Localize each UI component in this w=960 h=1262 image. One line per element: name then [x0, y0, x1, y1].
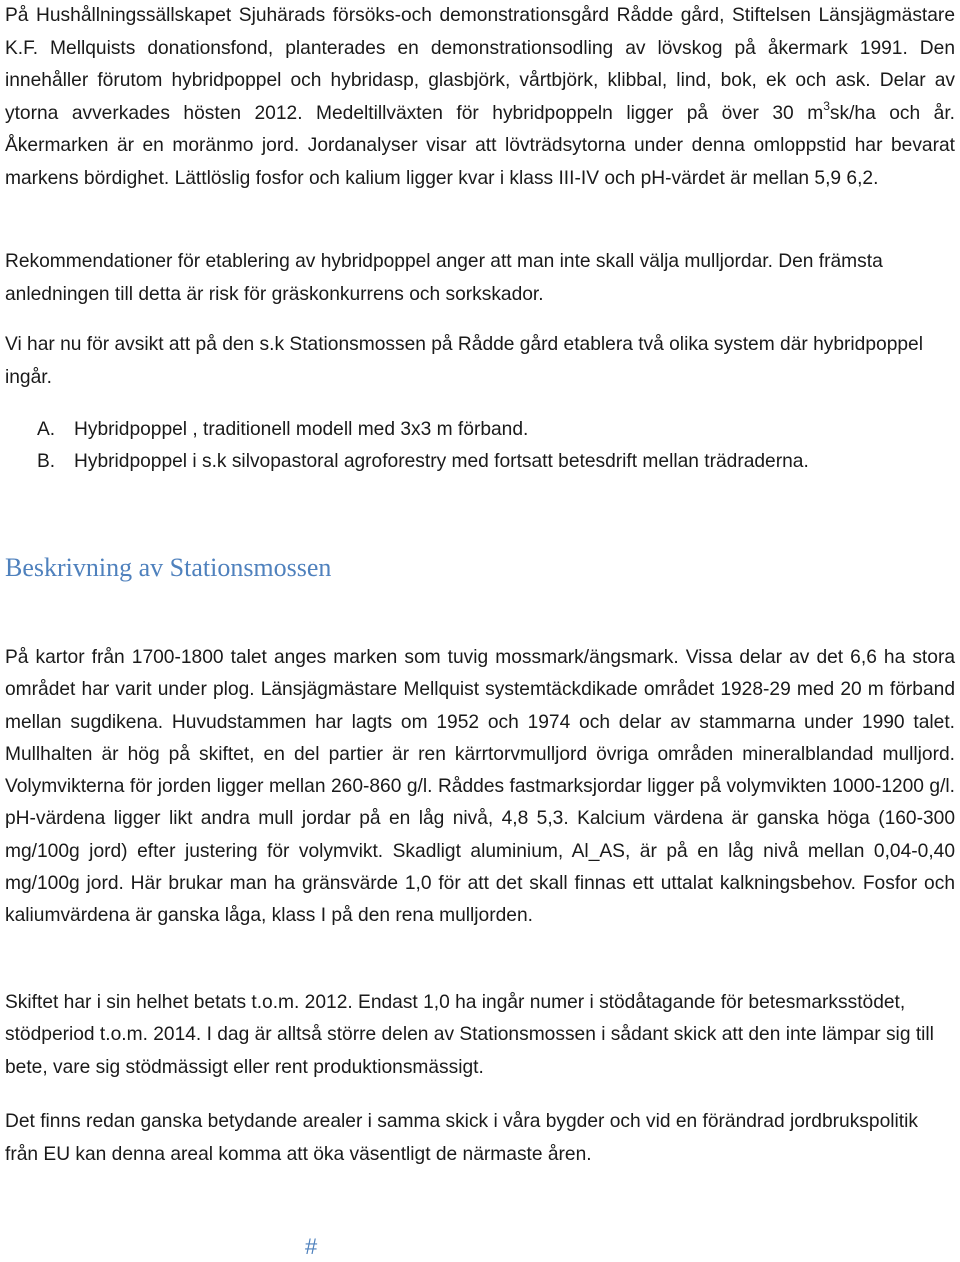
outlook-paragraph: Det finns redan ganska betydande arealer i samma skick i våra bygder och vid en förändrad jordbrukspolitik från EU kan denna areal komma att öka väsentligt de närmaste åren.: [5, 1111, 918, 1165]
description-paragraph: På kartor från 1700-1800 talet anges marken som tuvig mossmark/ängsmark. Vissa delar av det 6,6 ha stora området har varit under plog. Länsjägmästare Mellquist systemtäckdikade området 1928-29 med 20 m förband mellan sugdikena. Huvudstammen har lagts om 1952 och 1974 och delar av stammarna under 1990 talet. Mullhalten är hög på skiftet, en del partier är ren kärrtorvmulljord övriga områden mineralblandad mulljord. Volymvikterna för jorden ligger mellan 260-860 g/l. Råddes fastmarksjordar ligger på volymvikten 1000-1200 g/l. pH-värdena ligger likt andra mull jordar på en låg nivå, 4,8 5,3. Kalcium värdena är ganska höga (160-300 mg/100g jord) efter justering för volymvikt. Skadligt aluminium, Al_AS, är på en låg nivå mellan 0,04-0,40 mg/100g jord. Här brukar man ha gränsvärde 1,0 för att det skall finnas ett uttalat kalkningsbehov. Fosfor och kaliumvärdena är ganska låga, klass I på den rena mulljorden.: [5, 647, 955, 927]
intention-paragraph: Vi har nu för avsikt att på den s.k Stationsmossen på Rådde gård etablera två olika system där hybridpoppel ingår.: [5, 334, 923, 388]
list-marker: A.: [37, 419, 56, 440]
section-heading: Beskrivning av Stationsmossen: [5, 553, 332, 582]
list-item-text: Hybridpoppel i s.k silvopastoral agroforestry med fortsatt betesdrift mellan trädraderna.: [74, 451, 809, 472]
list-item: [5, 414, 955, 446]
list-item-text: Hybridpoppel , traditionell modell med 3x3 m förband.: [74, 419, 529, 440]
intro-paragraph: [5, 0, 955, 196]
intro-text-a: På Hushållningssällskapet Sjuhärads försöks-och demonstrationsgård Rådde gård, Stiftelsen Länsjägmästare K.F. Mellquists donationsfond, planterades en demonstrationsodling av lövskog på åkermark 1991. Den innehåller förutom hybridpoppel och hybridasp, glasbjörk, vårtbjörk, klibbal, lind, bok, ek och ask. Delar av ytorna avverkades hösten 2012. Medeltillväxten för hybridpoppeln ligger på över 30 m: [5, 5, 955, 124]
superscript-3: 3: [823, 98, 830, 113]
footer-hash-mark: #: [305, 1234, 318, 1259]
system-list: [5, 414, 955, 478]
recommendation-paragraph: Rekommendationer för etablering av hybridpoppel anger att man inte skall välja mulljordar. Den främsta anledningen till detta är risk för gräskonkurrens och sorkskador.: [5, 251, 883, 305]
list-item: [5, 446, 955, 478]
list-marker: B.: [37, 451, 56, 472]
intro-text-b: sk/ha och år. Åkermarken är en moränmo jord. Jordanalyser visar att lövträdsytorna under denna omloppstid har bevarat markens bördighet. Lättlöslig fosfor och kalium ligger kvar i klass III-IV och pH-värdet är mellan 5,9 6,2.: [5, 102, 955, 189]
grazing-paragraph: Skiftet har i sin helhet betats t.o.m. 2012. Endast 1,0 ha ingår numer i stödåtagande för betesmarksstödet, stödperiod t.o.m. 2014. I dag är alltså större delen av Stationsmossen i sådant skick att den inte lämpar sig till bete, vare sig stödmässigt eller rent produktionsmässigt.: [5, 992, 934, 1078]
